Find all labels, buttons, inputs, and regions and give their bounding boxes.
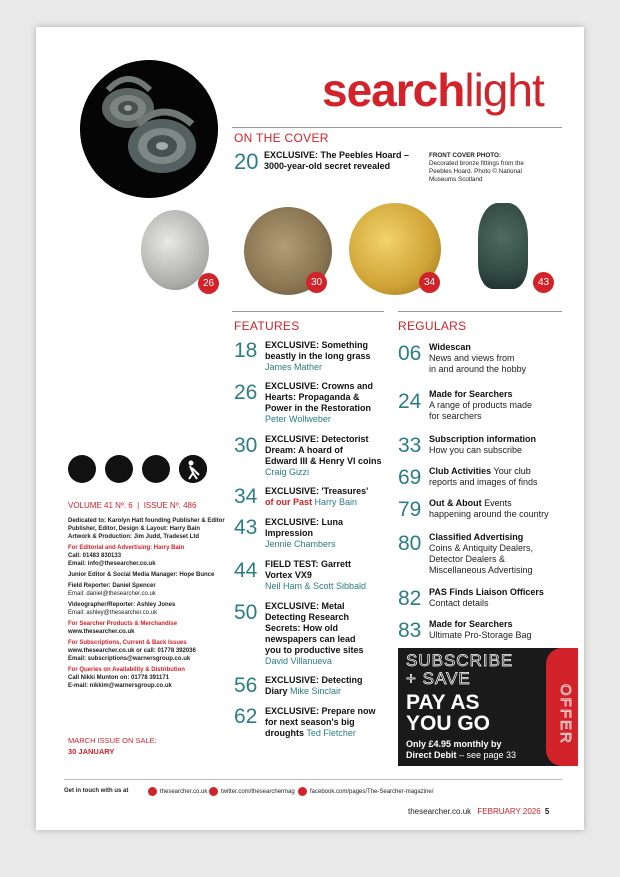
feature-item[interactable] [265, 675, 405, 697]
regular-desc: Your club [491, 466, 531, 476]
bronze-figure [478, 203, 528, 289]
regular-desc: reports and images of finds [429, 477, 538, 487]
subscribe-line1: SUBSCRIBE [406, 651, 514, 670]
decorative-dot [105, 455, 133, 483]
divider [64, 779, 562, 780]
feature-title: Power in the Restoration [265, 403, 372, 413]
direct-debit-label: Direct Debit [406, 750, 457, 760]
feature-title: Secrets: How old [265, 623, 339, 633]
divider [232, 311, 384, 312]
regular-desc: Events [481, 498, 512, 508]
photo-line3: Museums Scotland [429, 176, 483, 183]
subscribe-line4: YOU GO [406, 712, 491, 735]
regular-desc: Contact details [429, 598, 489, 608]
feature-title: of our Past [265, 497, 313, 507]
feature-title: EXCLUSIVE: Metal [265, 601, 345, 611]
regular-item[interactable] [429, 466, 569, 488]
cover-story-title [264, 150, 434, 172]
field-email[interactable]: Email: daniel@thesearcher.co.uk [68, 591, 156, 597]
queries-email[interactable]: E-mail: nikkim@warnersgroup.co.uk [68, 683, 172, 689]
subscribe-line3: PAY AS [406, 691, 480, 714]
credit-junior-editor: Junior Editor & Social Media Manager: Hope Bunce [68, 572, 215, 578]
footer-month: FEBRUARY 2026 [477, 807, 541, 816]
twitter-icon [209, 787, 218, 796]
feature-author: Harry Bain [312, 497, 358, 507]
feature-page-62: 62 [234, 705, 258, 728]
queries-heading: For Queries on Availability & Distribution [68, 667, 185, 673]
regular-page-06: 06 [398, 342, 422, 365]
regular-title: Widescan [429, 342, 471, 352]
regular-title: Made for Searchers [429, 389, 513, 399]
queries-phone: Call Nikki Munton on: 01778 391171 [68, 675, 170, 681]
get-in-touch [64, 788, 128, 794]
feature-page-43: 43 [234, 516, 258, 539]
subscribe-offer-box[interactable] [398, 648, 578, 766]
features-heading: FEATURES [234, 319, 300, 333]
cover-title-line2: 3000-year-old secret revealed [264, 161, 391, 171]
feature-title: EXCLUSIVE: Detecting [265, 675, 363, 685]
products-url[interactable]: www.thesearcher.co.uk [68, 629, 135, 635]
regular-desc: Detector Dealers & [429, 554, 506, 564]
subscriptions-email[interactable]: Email: subscriptions@warnersgroup.co.uk [68, 656, 191, 662]
regular-page-82: 82 [398, 587, 422, 610]
regular-page-83: 83 [398, 619, 422, 642]
masthead [322, 64, 544, 116]
see-page: – see page 33 [456, 750, 517, 760]
regular-title: Classified Advertising [429, 532, 524, 542]
video-email[interactable]: Email: ashley@thesearcher.co.uk [68, 610, 158, 616]
feature-page-34: 34 [234, 485, 258, 508]
on-the-cover-heading: ON THE COVER [234, 131, 329, 145]
regular-desc: A range of products made [429, 400, 533, 410]
coin-badge-43: 43 [533, 272, 554, 293]
footer-facebook[interactable] [298, 787, 433, 796]
feature-title: EXCLUSIVE: Luna [265, 517, 344, 527]
regular-page-24: 24 [398, 390, 422, 413]
regular-page-69: 69 [398, 466, 422, 489]
feature-page-18: 18 [234, 339, 258, 362]
masthead-light: light [464, 64, 544, 116]
feature-title: EXCLUSIVE: Crowns and [265, 381, 374, 391]
masthead-bold: search [322, 64, 465, 116]
regular-desc: happening around the country [429, 509, 549, 519]
credits-block [68, 517, 238, 690]
feature-title: Detecting Research [265, 612, 350, 622]
on-sale-label: MARCH ISSUE ON SALE: [68, 736, 157, 745]
feature-title: Dream: A hoard of [265, 445, 343, 455]
feature-title: EXCLUSIVE: 'Treasures' [265, 486, 369, 496]
feature-title: you to productive sites [265, 645, 364, 655]
feature-item[interactable] [265, 706, 405, 739]
feature-page-44: 44 [234, 559, 258, 582]
credit-field-reporter: Field Reporter: Daniel Spencer [68, 583, 156, 589]
regular-title: Subscription information [429, 434, 536, 444]
editorial-phone: Call: 01483 830133 [68, 553, 122, 559]
feature-title: for next season's big [265, 717, 355, 727]
feature-title: droughts [265, 728, 304, 738]
subscriptions-heading: For Subscriptions, Current & Back Issues [68, 640, 187, 646]
regular-item[interactable] [429, 587, 569, 609]
regular-item[interactable] [429, 498, 569, 520]
regular-desc: News and views from [429, 353, 515, 363]
feature-title: beastly in the long grass [265, 351, 371, 361]
regular-desc: for searchers [429, 411, 482, 421]
feature-title: EXCLUSIVE: Prepare now [265, 706, 376, 716]
page-footer [408, 807, 549, 816]
footer-url: thesearcher.co.uk [408, 807, 472, 816]
feature-page-56: 56 [234, 674, 258, 697]
page-number: 5 [544, 807, 550, 816]
twitter-link[interactable]: twitter.com/thesearchermag [221, 789, 295, 796]
feature-item[interactable] [265, 517, 405, 550]
feature-author: Ted Fletcher [304, 728, 356, 738]
cover-title-line1: EXCLUSIVE: The Peebles Hoard – [264, 150, 410, 160]
regular-desc: in and around the hobby [429, 364, 527, 374]
feature-title: Hearts: Propaganda & [265, 392, 360, 402]
bronze-hoard-photo [80, 60, 218, 198]
volume-issue: VOLUME 41 Nº. 6 | ISSUE Nº. 486 [68, 501, 197, 510]
subscribe-direct-debit [406, 750, 516, 761]
feature-title: FIELD TEST: Garrett [265, 559, 352, 569]
feature-title: Impression [265, 528, 314, 538]
feature-author: David Villanueva [265, 656, 332, 666]
footer-twitter[interactable] [209, 787, 295, 796]
magazine-page [36, 27, 584, 830]
feature-page-50: 50 [234, 601, 258, 624]
cover-photo-credit [429, 152, 569, 184]
divider [232, 127, 562, 128]
editorial-email[interactable]: Email: info@thesearcher.co.uk [68, 561, 156, 567]
feature-title: EXCLUSIVE: Detectorist [265, 434, 369, 444]
regulars-heading: REGULARS [398, 319, 467, 333]
feature-author: Peter Wollweber [265, 414, 331, 424]
credit-videographer: Videographer/Reporter: Ashley Jones [68, 602, 176, 608]
coin-badge-34: 34 [419, 272, 440, 293]
feature-page-26: 26 [234, 381, 258, 404]
feature-item[interactable] [265, 340, 405, 373]
regular-title: Club Activities [429, 466, 492, 476]
regular-title: Made for Searchers [429, 619, 513, 629]
globe-icon [148, 787, 157, 796]
feature-author: Jennie Chambers [265, 539, 336, 549]
offer-text: OFFER [557, 684, 574, 745]
regular-item[interactable] [429, 619, 569, 641]
feature-title: Vortex VX9 [265, 570, 312, 580]
credit-publisher: Publisher, Editor, Design & Layout: Harry Bain [68, 526, 201, 532]
decorative-dot [142, 455, 170, 483]
feature-author: James Mather [265, 362, 323, 372]
photo-line2: Peebles Hoard. Photo © National [429, 168, 522, 175]
regular-desc: Ultimate Pro-Storage Bag [429, 630, 532, 640]
regular-title: PAS Finds Liaison Officers [429, 587, 544, 597]
regular-page-80: 80 [398, 532, 422, 555]
feature-item[interactable] [265, 381, 405, 425]
feature-item[interactable] [265, 434, 405, 478]
regular-item[interactable] [429, 434, 569, 456]
regular-desc: How you can subscribe [429, 445, 523, 455]
subscribe-line2: + SAVE [406, 669, 471, 688]
on-sale-date: 30 JANUARY [68, 747, 115, 756]
regular-page-33: 33 [398, 434, 422, 457]
photo-line1: Decorated bronze fittings from the [429, 160, 524, 167]
regular-desc: Miscellaneous Advertising [429, 565, 533, 575]
regular-item[interactable] [429, 389, 569, 422]
products-heading: For Searcher Products & Merchandise [68, 621, 178, 627]
subscribe-price: Only £4.95 monthly by [406, 739, 502, 749]
facebook-icon [298, 787, 307, 796]
feature-title: newspapers can lead [265, 634, 356, 644]
detectorist-logo-icon [179, 455, 207, 483]
coin-badge-26: 26 [198, 273, 219, 294]
cover-page-number: 20 [234, 149, 259, 174]
feature-author: Craig Gizzi [265, 467, 310, 477]
feature-author: Neil Ham & Scott Sibbald [265, 581, 367, 591]
get-in-touch-label: Get in touch with us at [64, 788, 129, 794]
regular-item[interactable] [429, 342, 569, 375]
feature-item[interactable] [265, 601, 405, 667]
feature-title: EXCLUSIVE: Something [265, 340, 369, 350]
credit-dedication: Dedicated to: Karolyn Hatt founding Publisher & Editor [68, 518, 225, 524]
coin-badge-30: 30 [306, 272, 327, 293]
regular-page-79: 79 [398, 498, 422, 521]
website-link[interactable]: thesearcher.co.uk [160, 789, 208, 796]
footer-website[interactable] [148, 787, 207, 796]
subscriptions-line[interactable]: www.thesearcher.co.uk or call: 01778 392036 [68, 648, 196, 654]
regular-title: Out & About [429, 498, 482, 508]
feature-item[interactable] [265, 559, 405, 592]
photo-label: FRONT COVER PHOTO: [429, 152, 501, 159]
credit-artwork: Artwork & Production: Jim Judd, Tradeset Ltd [68, 534, 200, 540]
editorial-heading: For Editorial and Advertising: Harry Bain [68, 545, 185, 551]
facebook-link[interactable]: facebook.com/pages/The-Searcher-magazine/ [310, 789, 434, 796]
feature-page-30: 30 [234, 434, 258, 457]
decorative-dot [68, 455, 96, 483]
feature-title: Diary [265, 686, 288, 696]
feature-author: Mike Sinclair [287, 686, 342, 696]
divider [398, 311, 562, 312]
regular-desc: Coins & Antiquity Dealers, [429, 543, 534, 553]
feature-item[interactable] [265, 486, 405, 508]
feature-title: Edward III & Henry VI coins [265, 456, 382, 466]
regular-item[interactable] [429, 532, 569, 576]
